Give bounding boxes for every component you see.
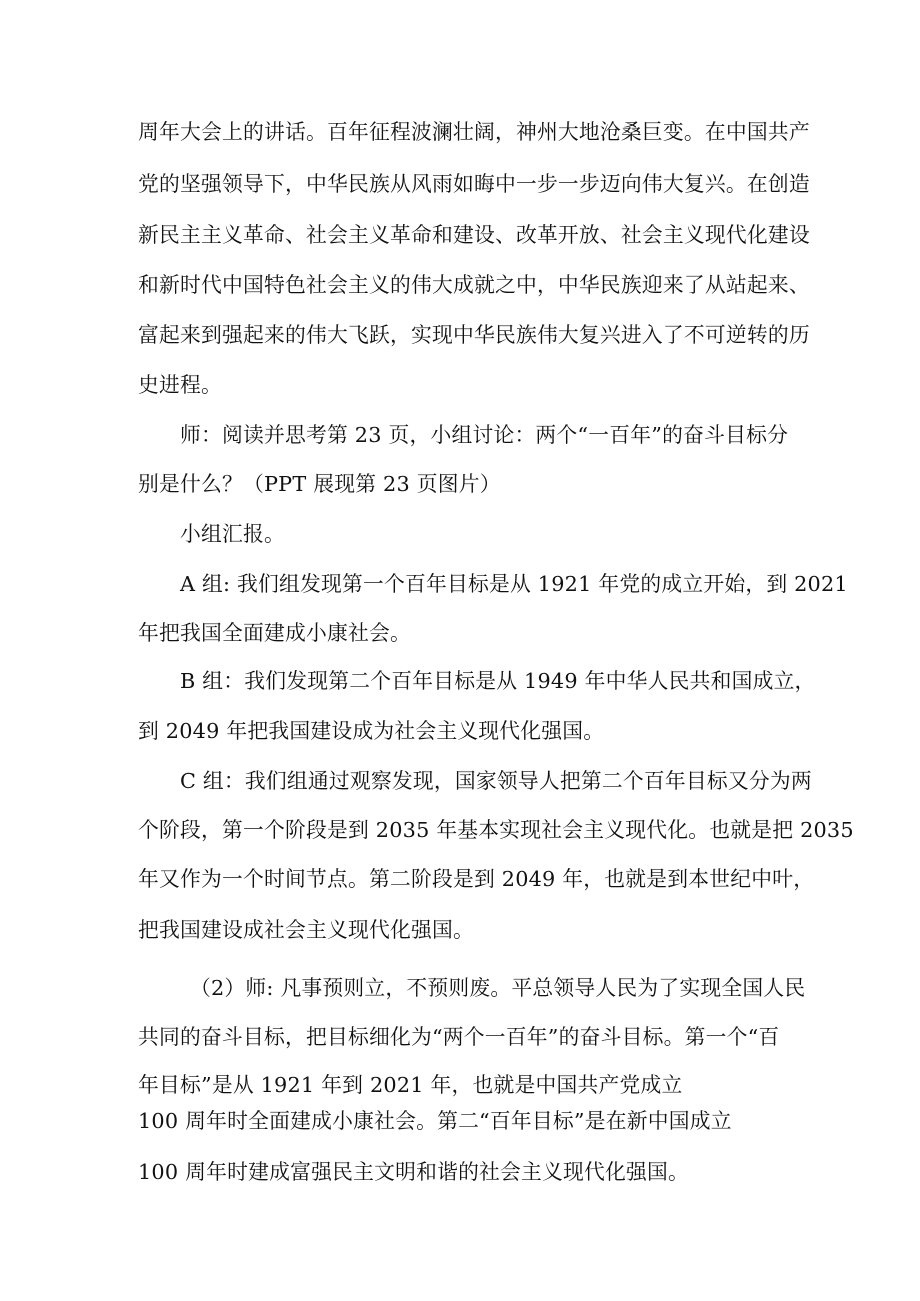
text-line: 别是什么？（PPT 展现第 23 页图片） [138,472,501,496]
text-line: 师：阅读并思考第 23 页，小组讨论：两个“一百年”的奋斗目标分 [180,423,789,447]
text-line: A 组: 我们组发现第一个百年目标是从 1921 年党的成立开始，到 2021 [180,572,848,596]
text-line: 年把我国全面建成小康社会。 [138,621,411,645]
text-line: 年又作为一个时间节点。第二阶段是到 2049 年，也就是到本世纪中叶， [138,867,815,891]
text-line: 年目标”是从 1921 年到 2021 年，也就是中国共产党成立 [138,1073,683,1097]
text-line: 100 周年时全面建成小康社会。第二“百年目标”是在新中国成立 [138,1109,732,1133]
text-line: 把我国建设成社会主义现代化强国。 [138,918,474,942]
text-line: 个阶段，第一个阶段是到 2035 年基本实现社会主义现代化。也就是把 2035 [138,818,854,842]
text-line: 小组汇报。 [180,522,285,546]
text-line: （2）师: 凡事预则立，不预则废。平总领导人民为了实现全国人民 [190,976,806,1000]
text-line: 和新时代中国特色社会主义的伟大成就之中，中华民族迎来了从站起来、 [138,273,810,297]
text-line: 党的坚强领导下，中华民族从风雨如晦中一步一步迈向伟大复兴。在创造 [138,172,810,196]
text-line: 史进程。 [138,373,222,397]
text-line: B 组：我们发现第二个百年目标是从 1949 年中华人民共和国成立， [180,669,816,693]
text-line: 新民主主义革命、社会主义革命和建设、改革开放、社会主义现代化建设 [138,223,810,247]
text-line: 周年大会上的讲话。百年征程波澜壮阔，神州大地沧桑巨变。在中国共产 [138,120,810,144]
text-line: 共同的奋斗目标，把目标细化为“两个一百年”的奋斗目标。第一个“百 [138,1025,780,1049]
text-line: C 组：我们组通过观察发现，国家领导人把第二个百年目标又分为两 [180,769,812,793]
text-line: 到 2049 年把我国建设成为社会主义现代化强国。 [138,719,605,743]
text-line: 富起来到强起来的伟大飞跃，实现中华民族伟大复兴进入了不可逆转的历 [138,323,810,347]
text-line: 100 周年时建成富强民主文明和谐的社会主义现代化强国。 [138,1160,690,1184]
